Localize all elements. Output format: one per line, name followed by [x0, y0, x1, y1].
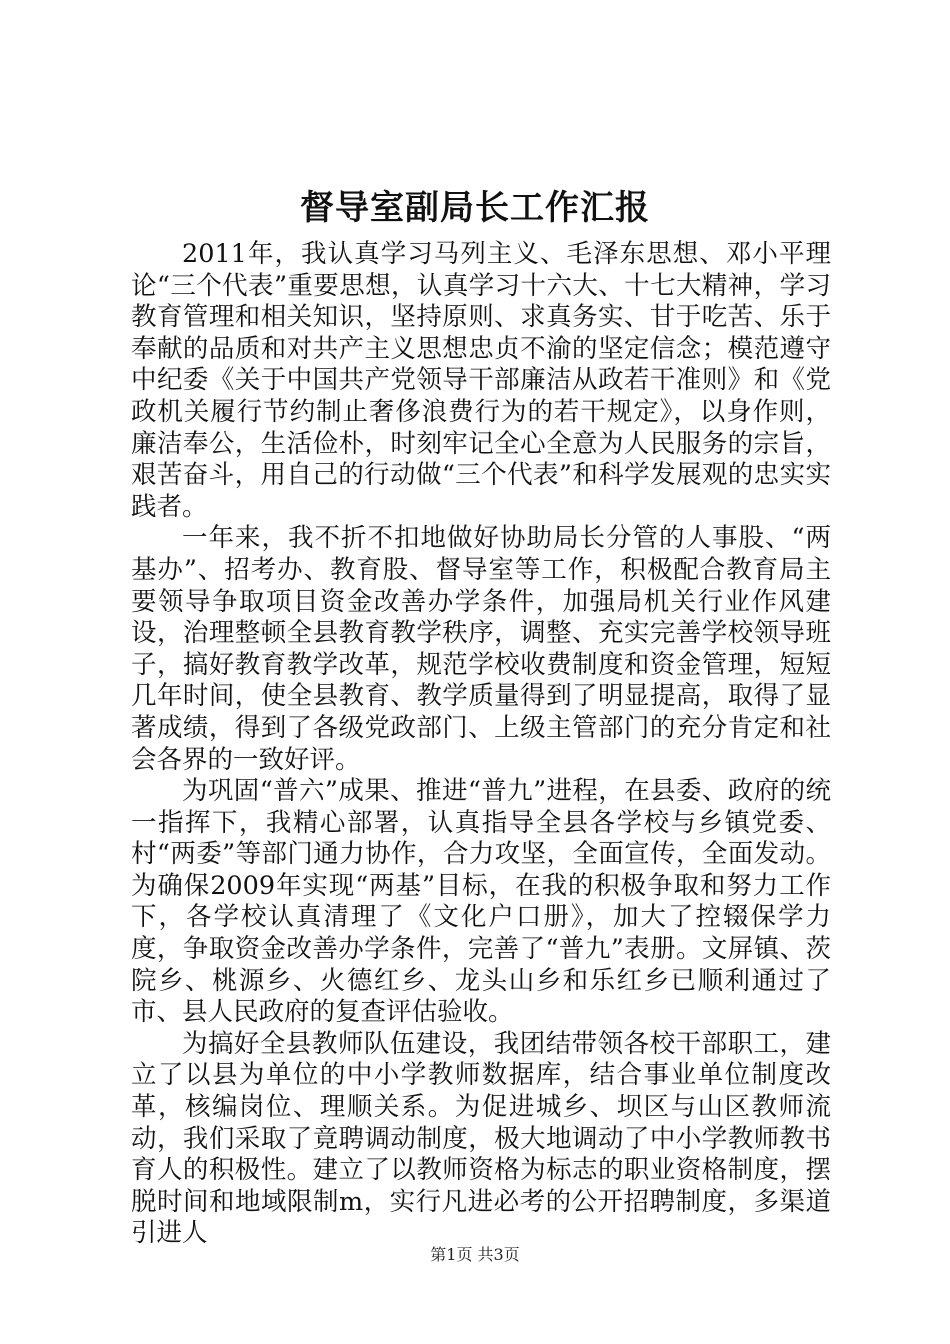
page-number-footer: 第1页 共3页 — [430, 1245, 520, 1264]
paragraph: 为搞好全县教师队伍建设，我团结带领各校干部职工，建立了以县为单位的中小学教师数据库，结合事业单位制度改革，核编岗位、理顺关系。为促进城乡、坝区与山区教师流动，我们采取了竟聘调动制度，极大地调动了中小学教师教书育人的积极性。建立了以教师资格为标志的职业资格制度，摆脱时间和地域限制m，实行凡进必考的公开招聘制度，多渠道引进人 — [131, 1028, 831, 1249]
document-title: 督导室副局长工作汇报 — [300, 188, 650, 228]
paragraph: 为巩固“普六”成果、推进“普九”进程，在县委、政府的统一指挥下，我精心部署，认真指导全县各学校与乡镇党委、村“两委”等部门通力协作，合力攻坚，全面宣传，全面发动。为确保2009年实现“两基”目标，在我的积极争取和努力工作下，各学校认真清理了《文化户口册》，加大了控辍保学力度，争取资金改善办学条件，完善了“普九”表册。文屏镇、茨院乡、桃源乡、火德红乡、龙头山乡和乐红乡已顺利通过了市、县人民政府的复查评估验收。 — [131, 776, 831, 1028]
paragraph: 2011年，我认真学习马列主义、毛泽东思想、邓小平理论“三个代表”重要思想，认真学习十六大、十七大精神，学习教育管理和相关知识，坚持原则、求真务实、甘于吃苦、乐于奉献的品质和对共产主义思想忠贞不渝的坚定信念；模范遵守中纪委《关于中国共产党领导干部廉洁从政若干准则》和《党政机关履行节约制止奢侈浪费行为的若干规定》，以身作则，廉洁奉公，生活俭朴，时刻牢记全心全意为人民服务的宗旨，艰苦奋斗，用自己的行动做“三个代表”和科学发展观的忠实实践者。 — [131, 239, 831, 522]
document-body — [131, 239, 831, 1250]
paragraph: 一年来，我不折不扣地做好协助局长分管的人事股、“两基办”、招考办、教育股、督导室等工作，积极配合教育局主要领导争取项目资金改善办学条件，加强局机关行业作风建设，治理整顿全县教育教学秩序，调整、充实完善学校领导班子，搞好教育教学改革，规范学校收费制度和资金管理，短短几年时间，使全县教育、教学质量得到了明显提高，取得了显著成绩，得到了各级党政部门、上级主管部门的充分肯定和社会各界的一致好评。 — [131, 523, 831, 775]
